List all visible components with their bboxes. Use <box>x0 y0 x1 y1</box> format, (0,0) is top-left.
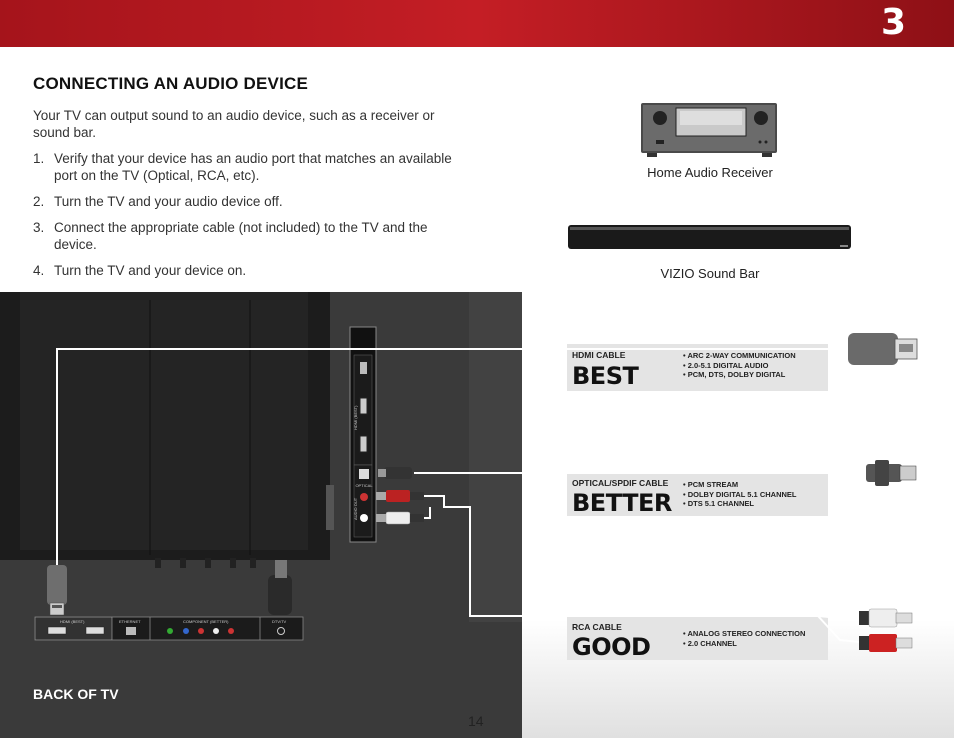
hdmi-plug-bottom <box>47 565 67 615</box>
receiver-illustration <box>641 103 777 157</box>
back-of-tv-label: BACK OF TV <box>33 686 119 702</box>
rca-plugs-side <box>376 490 424 524</box>
step-item: 1. Verify that your device has an audio port that matches an available port on the TV (Optical, RCA, etc). <box>33 151 452 183</box>
page-number: 14 <box>468 713 484 729</box>
hdmi-features: • ARC 2-WAY COMMUNICATION • 2.0-5.1 DIGITAL AUDIO • PCM, DTS, DOLBY DIGITAL <box>683 351 796 380</box>
intro-text: Your TV can output sound to an audio device, such as a receiver or sound bar. <box>33 108 435 140</box>
soundbar-caption: VIZIO Sound Bar <box>660 266 760 281</box>
optical-card-title: OPTICAL/SPDIF CABLE <box>572 478 669 488</box>
step-item: 2. Turn the TV and your audio device off. <box>33 194 283 209</box>
rca-connector-right <box>859 609 912 652</box>
soundbar-illustration <box>568 225 851 249</box>
tv-side-panel <box>350 327 376 542</box>
hdmi-card-title: HDMI CABLE <box>572 350 626 360</box>
optical-port-label: OPTICAL <box>355 483 373 488</box>
audio-out-label: AUDIO OUT <box>353 497 358 520</box>
rca-features: • ANALOG STEREO CONNECTION • 2.0 CHANNEL <box>683 629 805 648</box>
ethernet-label: ETHERNET <box>119 619 141 624</box>
component-label: COMPONENT (BETTER) <box>183 619 229 624</box>
hdmi-connector-right <box>848 333 917 365</box>
dtv-label: DTV/TV <box>272 619 287 624</box>
chapter-number: 3 <box>880 2 906 43</box>
optical-features: • PCM STREAM • DOLBY DIGITAL 5.1 CHANNEL • DTS 5.1 CHANNEL <box>683 480 796 509</box>
optical-plug-side <box>378 467 412 479</box>
optical-rank: BETTER <box>572 489 672 517</box>
optical-connector-right <box>866 460 916 486</box>
bottom-hdmi-label: HDMI (BEST) <box>60 619 85 624</box>
section-title: CONNECTING AN AUDIO DEVICE <box>33 74 309 93</box>
step-item: 4. Turn the TV and your device on. <box>33 263 247 278</box>
side-hdmi-label: HDMI (BEST) <box>353 405 358 430</box>
hdmi-rank: BEST <box>572 362 639 390</box>
tv-back-body <box>0 292 522 622</box>
receiver-caption: Home Audio Receiver <box>647 165 773 180</box>
step-item: 3. Connect the appropriate cable (not included) to the TV and the device. <box>33 220 428 252</box>
tv-bottom-panel <box>35 617 303 640</box>
rca-rank: GOOD <box>572 633 651 661</box>
rca-card-title: RCA CABLE <box>572 622 622 632</box>
